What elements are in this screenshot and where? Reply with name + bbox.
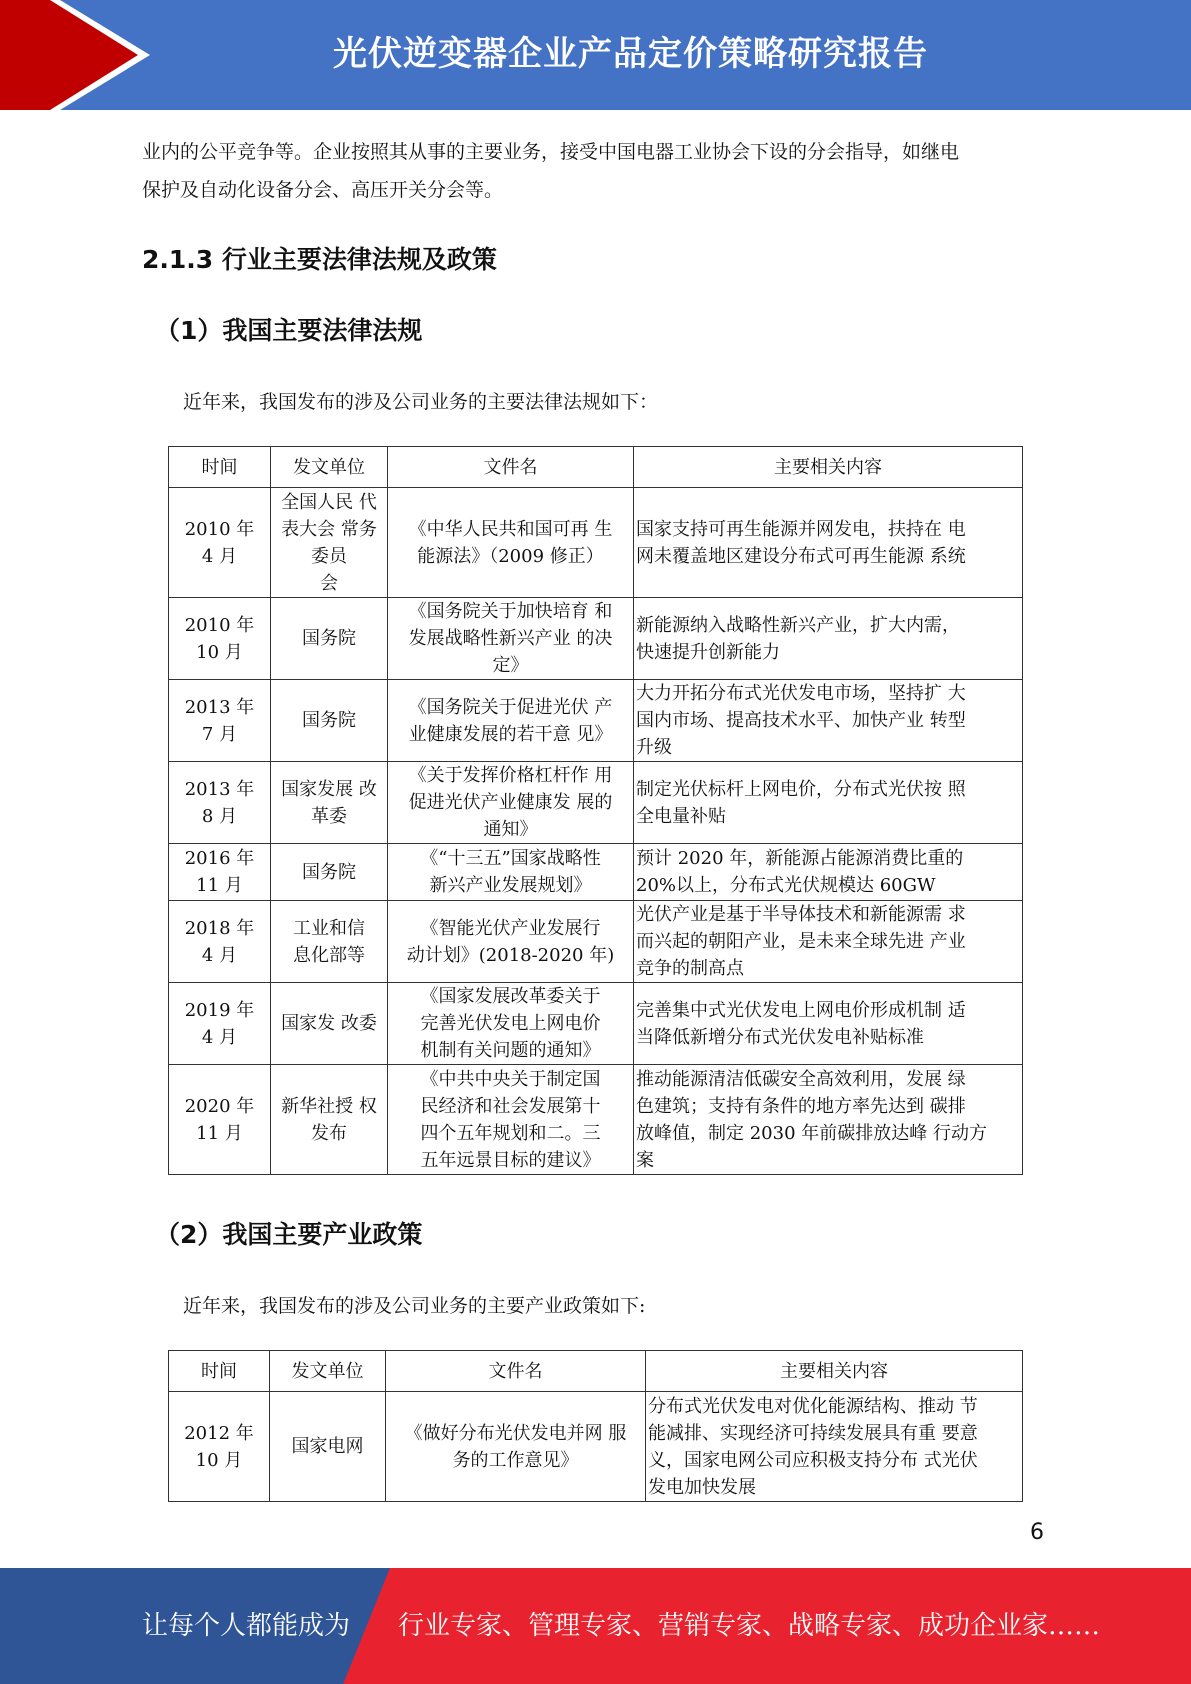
table-row xyxy=(169,680,1023,762)
table-row xyxy=(169,598,1023,680)
cell-issuer: 国务院 xyxy=(271,844,388,901)
cell-issuer: 国家发展 改 革委 xyxy=(271,762,388,844)
table-row xyxy=(169,488,1023,598)
cell-time: 2016 年 11 月 xyxy=(169,844,271,901)
cell-issuer: 全国人民 代 表大会 常务 委员 会 xyxy=(271,488,388,598)
page-footer xyxy=(0,1568,1191,1684)
cell-document: 《中华人民共和国可再 生 能源法》（2009 修正） xyxy=(388,488,634,598)
cell-issuer: 国家电网 xyxy=(270,1392,386,1502)
footer-slogan-left: 让每个人都能成为 xyxy=(142,1611,351,1641)
header-content: 主要相关内容 xyxy=(646,1351,1023,1392)
cell-document: 《智能光伏产业发展行 动计划》(2018-2020 年) xyxy=(388,901,634,983)
cell-time: 2010 年 10 月 xyxy=(169,598,271,680)
cell-time: 2010 年 4 月 xyxy=(169,488,271,598)
cell-time: 2013 年 8 月 xyxy=(169,762,271,844)
cell-document: 《中共中央关于制定国 民经济和社会发展第十 四个五年规划和二。三 五年远景目标的建议》 xyxy=(388,1065,634,1175)
cell-content: 制定光伏标杆上网电价，分布式光伏按 照 全电量补贴 xyxy=(634,762,1023,844)
page-number: 6 xyxy=(1030,1520,1044,1545)
laws-intro: 近年来，我国发布的涉及公司业务的主要法律法规如下： xyxy=(183,391,659,413)
cell-time: 2018 年 4 月 xyxy=(169,901,271,983)
section-title: 2.1.3 行业主要法律法规及政策 xyxy=(142,245,497,274)
policies-intro: 近年来，我国发布的涉及公司业务的主要产业政策如下: xyxy=(183,1295,646,1317)
table-row xyxy=(169,762,1023,844)
header-issuer: 发文单位 xyxy=(270,1351,386,1392)
cell-content: 分布式光伏发电对优化能源结构、推动 节 能减排、实现经济可持续发展具有重 要意 义，国家电网公司应积极支持分布 式光伏 发电加快发展 xyxy=(646,1392,1023,1502)
intro-line-2: 保护及自动化设备分会、高压开关分会等。 xyxy=(142,179,504,201)
cell-time: 2013 年 7 月 xyxy=(169,680,271,762)
table-row xyxy=(169,844,1023,901)
cell-content: 完善集中式光伏发电上网电价形成机制 适 当降低新增分布式光伏发电补贴标准 xyxy=(634,983,1023,1065)
cell-content: 大力开拓分布式光伏发电市场，坚持扩 大 国内市场、提高技术水平、加快产业 转型 升级 xyxy=(634,680,1023,762)
footer-slogan-right: 行业专家、管理专家、营销专家、战略专家、成功企业家…… xyxy=(398,1611,1101,1641)
cell-content: 预计 2020 年，新能源占能源消费比重的 20%以上，分布式光伏规模达 60GW xyxy=(634,844,1023,901)
report-title: 光伏逆变器企业产品定价策略研究报告 xyxy=(333,34,928,74)
header-arrow-graphic xyxy=(0,0,160,110)
table-row xyxy=(169,901,1023,983)
header-document: 文件名 xyxy=(388,447,634,488)
cell-issuer: 新华社授 权 发布 xyxy=(271,1065,388,1175)
cell-issuer: 国务院 xyxy=(271,680,388,762)
cell-issuer: 国家发 改委 xyxy=(271,983,388,1065)
table-row xyxy=(169,1065,1023,1175)
header-time: 时间 xyxy=(169,447,271,488)
header-time: 时间 xyxy=(169,1351,270,1392)
header-document: 文件名 xyxy=(386,1351,646,1392)
cell-document: 《国务院关于促进光伏 产 业健康发展的若干意 见》 xyxy=(388,680,634,762)
header-content: 主要相关内容 xyxy=(634,447,1023,488)
cell-issuer: 国务院 xyxy=(271,598,388,680)
intro-line-1: 业内的公平竞争等。企业按照其从事的主要业务，接受中国电器工业协会下设的分会指导，如继电 xyxy=(142,141,960,163)
table-row xyxy=(169,983,1023,1065)
laws-table xyxy=(168,446,1023,1175)
policies-table xyxy=(168,1350,1023,1502)
page-header xyxy=(0,0,1191,110)
cell-document: 《做好分布光伏发电并网 服 务的工作意见》 xyxy=(386,1392,646,1502)
table-header-row xyxy=(169,1351,1023,1392)
cell-document: 《“十三五”国家战略性 新兴产业发展规划》 xyxy=(388,844,634,901)
cell-document: 《国家发展改革委关于 完善光伏发电上网电价 机制有关问题的通知》 xyxy=(388,983,634,1065)
cell-content: 国家支持可再生能源并网发电，扶持在 电 网未覆盖地区建设分布式可再生能源 系统 xyxy=(634,488,1023,598)
cell-time: 2012 年 10 月 xyxy=(169,1392,270,1502)
cell-issuer: 工业和信 息化部等 xyxy=(271,901,388,983)
table-header-row xyxy=(169,447,1023,488)
cell-content: 新能源纳入战略性新兴产业，扩大内需， 快速提升创新能力 xyxy=(634,598,1023,680)
cell-time: 2020 年 11 月 xyxy=(169,1065,271,1175)
cell-content: 推动能源清洁低碳安全高效利用，发展 绿 色建筑；支持有条件的地方率先达到 碳排 放峰值，制定 2030 年前碳排放达峰 行动方 案 xyxy=(634,1065,1023,1175)
laws-heading: （1）我国主要法律法规 xyxy=(155,316,423,345)
header-issuer: 发文单位 xyxy=(271,447,388,488)
cell-content: 光伏产业是基于半导体技术和新能源需 求 而兴起的朝阳产业，是未来全球先进 产业 竞争的制高点 xyxy=(634,901,1023,983)
cell-time: 2019 年 4 月 xyxy=(169,983,271,1065)
cell-document: 《关于发挥价格杠杆作 用 促进光伏产业健康发 展的 通知》 xyxy=(388,762,634,844)
table-row xyxy=(169,1392,1023,1502)
cell-document: 《国务院关于加快培育 和 发展战略性新兴产业 的决 定》 xyxy=(388,598,634,680)
policies-heading: （2）我国主要产业政策 xyxy=(155,1220,423,1249)
